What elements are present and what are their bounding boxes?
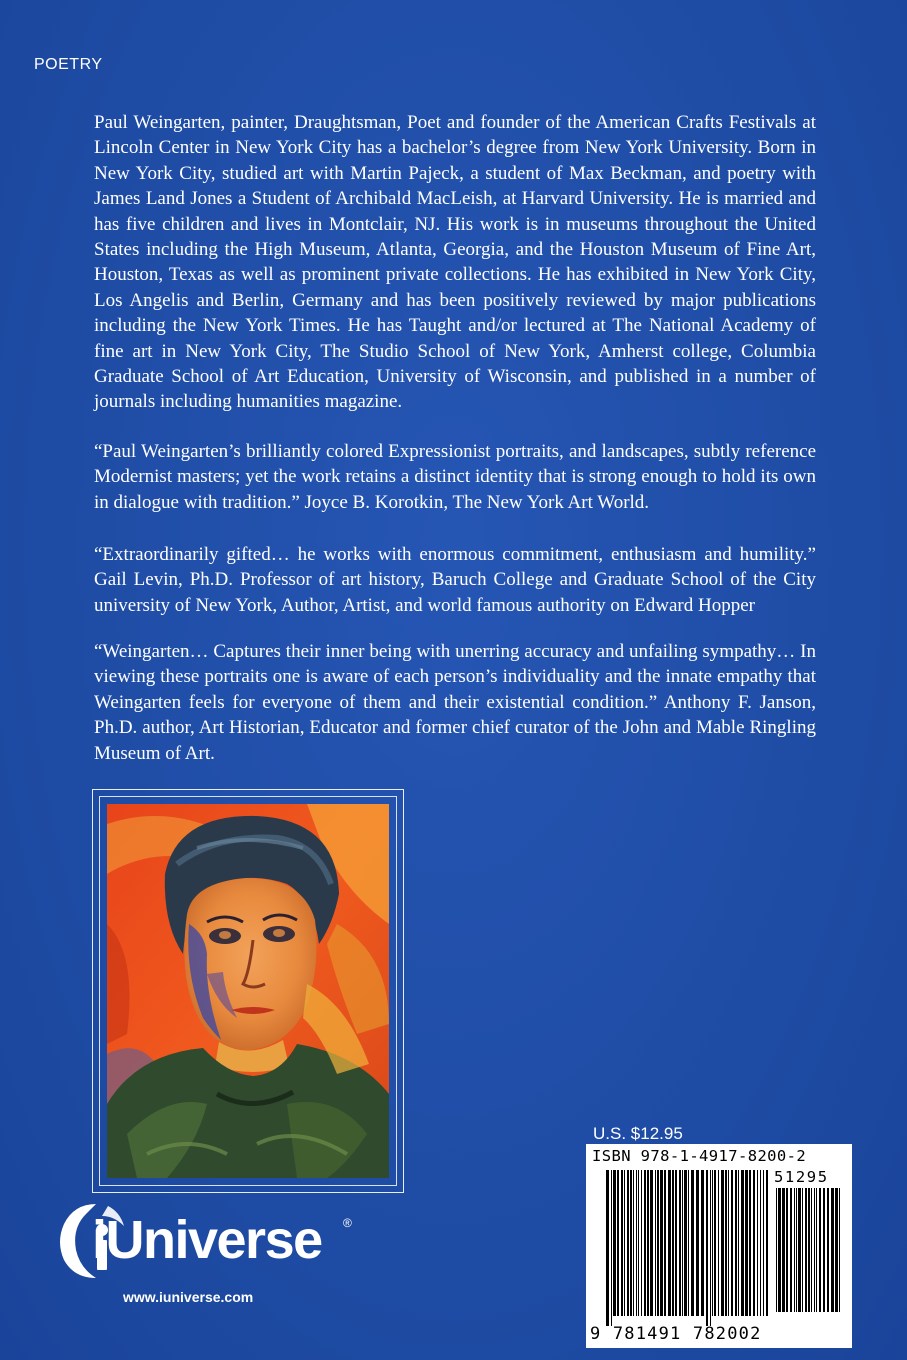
barcode-bar (778, 1188, 781, 1312)
barcode-bar (682, 1170, 683, 1316)
barcode-bar (701, 1170, 704, 1316)
price-label: U.S. $12.95 (593, 1124, 683, 1143)
barcode-bar (805, 1188, 807, 1312)
barcode-bar (835, 1188, 838, 1312)
barcode-bar (738, 1170, 739, 1316)
barcode-bar (679, 1170, 681, 1316)
barcode-bar (655, 1170, 656, 1316)
barcode-bar (664, 1170, 666, 1316)
barcode-bar (714, 1170, 716, 1316)
barcode-bar (735, 1170, 737, 1316)
review-quote: “Extraordinarily gifted… he works with enormous commitment, enthusiasm and humility.” Gail Levin, Ph.D. Professor of art history, Baruch College and Graduate School of the City university of New York, Author, Artist, and world famous authority on Edward Hopper (94, 544, 816, 616)
barcode-bar (691, 1170, 694, 1316)
review-quote: “Paul Weingarten’s brilliantly colored Expressionist portraits, and landscapes, subtly reference Modernist masters; yet the work retains a distinct identity that is strong enough to hold its own in dialogue with tradition.” Joyce B. Korotkin, The New York Art World. (94, 441, 816, 513)
barcode-bar (731, 1170, 733, 1316)
genre-label: POETRY (34, 56, 103, 73)
barcode-bar (757, 1170, 758, 1316)
review-quote: “Weingarten… Captures their inner being with unerring accuracy and unfailing sympathy… In viewing these portraits one is aware of each person’s individuality and the innate empathy that Weingarten feels for everyone of them and their existential condition.” Anthony F. Janson, Ph.D. author, Art Historian, Educator and former chief curator of the John and Mable Ringling Museum of Art. (94, 641, 816, 764)
barcode-bar (606, 1170, 609, 1326)
barcode-bar (638, 1170, 639, 1316)
barcode-bar (621, 1170, 623, 1316)
barcode-bar (675, 1170, 677, 1316)
barcode-bar (633, 1170, 634, 1316)
barcode-bar (668, 1170, 671, 1316)
barcode-bar (650, 1170, 653, 1316)
publisher-url: www.iuniverse.com (123, 1289, 254, 1305)
barcode-bar (647, 1170, 649, 1316)
barcode-bar (684, 1170, 687, 1316)
barcode-bar (776, 1188, 777, 1312)
barcode-bar (814, 1188, 815, 1312)
barcode-bar (725, 1170, 727, 1316)
barcode-bar (617, 1170, 619, 1316)
barcode-bar (745, 1170, 748, 1316)
barcode-bar (811, 1188, 812, 1312)
barcode-bar (760, 1170, 761, 1316)
barcode-bar (624, 1170, 625, 1316)
barcode-bar (641, 1170, 642, 1316)
barcode-bar (798, 1188, 801, 1312)
barcode-price-code: 51295 (774, 1168, 829, 1186)
barcode-bar (660, 1170, 663, 1316)
barcode-bar (831, 1188, 834, 1312)
barcode-bar (644, 1170, 646, 1316)
portrait-painting-image (107, 804, 389, 1178)
barcode-bar (796, 1188, 797, 1312)
ean-bars (606, 1170, 770, 1326)
barcode-bar (763, 1170, 764, 1316)
publisher-name: iUniverse (92, 1210, 322, 1270)
barcode-bar (696, 1170, 699, 1316)
barcode-bar (688, 1170, 689, 1316)
barcode-bar (819, 1188, 821, 1312)
ean-digits: 9 781491 782002 (590, 1324, 762, 1344)
barcode-bar (816, 1188, 817, 1312)
barcode-bar (630, 1170, 632, 1316)
barcode-bar (627, 1170, 629, 1316)
barcode-bar (794, 1188, 795, 1312)
barcode-bar (611, 1170, 612, 1326)
isbn-number: ISBN 978-1-4917-8200-2 (592, 1147, 807, 1165)
barcode-bar (721, 1170, 724, 1316)
author-bio: Paul Weingarten, painter, Draughtsman, Poet and founder of the American Crafts Festivals at Lincoln Center in New York City has a bachelor’s degree from New York University. Born in New York City, studied art with Martin Pajeck, a student of Max Beckman, and poetry with James Land Jones a Student of Archibald MacLeish, at Harvard University. He is married and has five children and lives in Montclair, NJ. His work is in museums throughout the United States including the High Museum, Atlanta, Georgia, and the Houston Museum of Fine Art, Houston, Texas as well as prominent private collections. He has exhibited in New York City, Los Angelis and Berlin, Germany and has been positively reviewed by major publications including the New York Times. He has Taught and/or lectured at The National Academy of fine art in New York City, The Studio School of New York, Amherst college, Columbia Graduate School of Art Education, University of Wisconsin, and published in a number of journals including humanities magazine. (94, 112, 816, 413)
barcode-bar (766, 1170, 768, 1316)
barcode-bar (782, 1188, 785, 1312)
portrait-painting (107, 804, 389, 1178)
barcode-bar (710, 1170, 711, 1326)
addon-bars (776, 1188, 844, 1322)
barcode-bar (753, 1170, 755, 1316)
barcode-bar (808, 1188, 810, 1312)
barcode-bar (672, 1170, 674, 1316)
barcode-bar (790, 1188, 792, 1312)
barcode-bar (657, 1170, 659, 1316)
barcode-bar (786, 1188, 788, 1312)
registered-mark: ® (343, 1216, 352, 1230)
barcode-bar (823, 1188, 825, 1312)
barcode-bar (636, 1170, 637, 1316)
barcode-bar (728, 1170, 729, 1316)
barcode-bar (613, 1170, 616, 1316)
barcode-bar (741, 1170, 744, 1316)
barcode-bar (712, 1170, 713, 1316)
painting-frame (92, 789, 404, 1193)
barcode-bar (749, 1170, 751, 1316)
barcode-bar (706, 1170, 708, 1326)
barcode-bar (827, 1188, 829, 1312)
barcode-bar (839, 1188, 840, 1312)
barcode-bar (718, 1170, 719, 1316)
isbn-barcode (586, 1144, 852, 1348)
barcode-bar (802, 1188, 803, 1312)
